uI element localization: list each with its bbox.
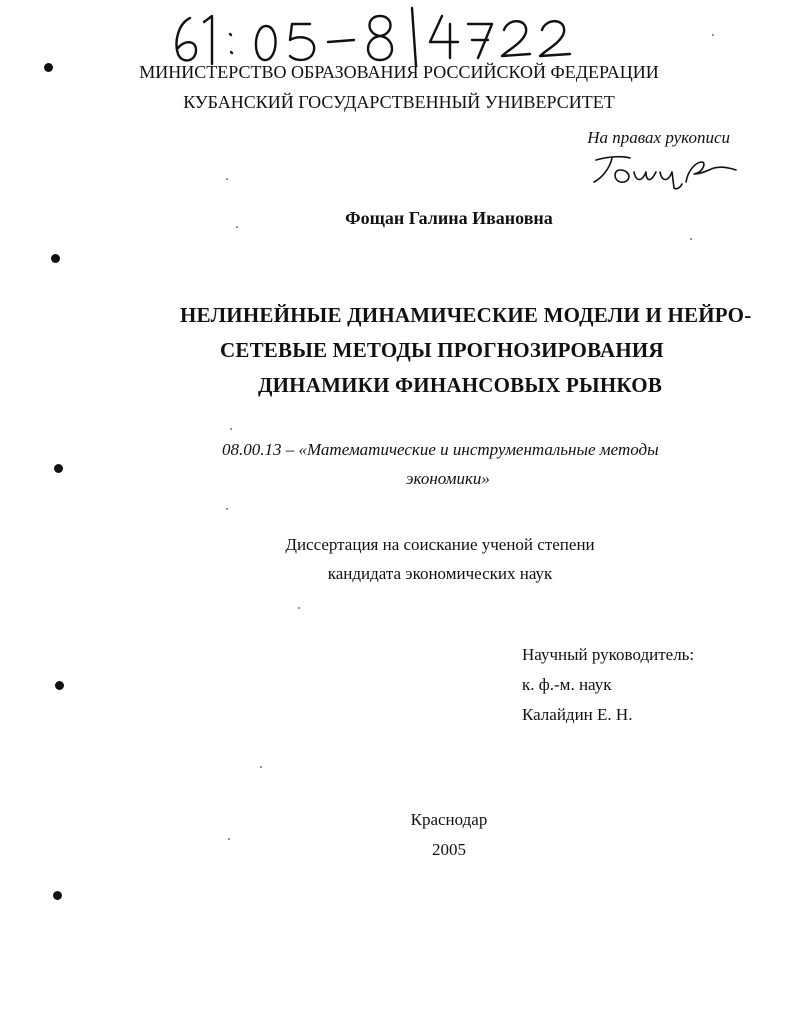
manuscript-rights: На правах рукописи	[587, 128, 730, 147]
specialty-line-1: 08.00.13 – «Математические и инструментальные методы	[222, 440, 659, 459]
author-signature	[590, 148, 740, 192]
ministry-header: МИНИСТЕРСТВО ОБРАЗОВАНИЯ РОССИЙСКОЙ ФЕДЕРАЦИИ	[139, 62, 659, 82]
scan-speck	[226, 508, 228, 510]
svg-text:61: 05-8/4722: 61: 05-8/4722	[168, 6, 174, 7]
scan-speck	[260, 766, 262, 768]
supervisor-label: Научный руководитель:	[522, 645, 695, 664]
supervisor-degree: к. ф.-м. наук	[522, 675, 612, 694]
punch-hole	[53, 891, 62, 900]
punch-hole	[55, 681, 64, 690]
handwritten-archive-code	[168, 6, 588, 70]
dissertation-line-2: кандидата экономических наук	[327, 564, 553, 583]
scan-speck	[690, 238, 692, 240]
dissertation-line-1: Диссертация на соискание ученой степени	[285, 535, 595, 554]
scan-speck	[226, 178, 228, 180]
scan-speck	[230, 428, 232, 430]
city: Краснодар	[410, 810, 488, 829]
year: 2005	[432, 840, 466, 859]
university-header: КУБАНСКИЙ ГОСУДАРСТВЕННЫЙ УНИВЕРСИТЕТ	[183, 92, 615, 112]
scan-speck	[712, 34, 714, 36]
title-line-2: СЕТЕВЫЕ МЕТОДЫ ПРОГНОЗИРОВАНИЯ	[220, 338, 664, 362]
specialty-line-2: экономики»	[406, 469, 490, 488]
author-name: Фощан Галина Ивановна	[345, 208, 553, 228]
scan-speck	[298, 607, 300, 609]
title-line-1: НЕЛИНЕЙНЫЕ ДИНАМИЧЕСКИЕ МОДЕЛИ И НЕЙРО-	[180, 303, 752, 327]
svg-text:Фощан: Фощан	[590, 148, 594, 149]
title-line-3: ДИНАМИКИ ФИНАНСОВЫХ РЫНКОВ	[258, 373, 663, 397]
punch-hole	[51, 254, 60, 263]
supervisor-name: Калайдин Е. Н.	[522, 705, 633, 724]
